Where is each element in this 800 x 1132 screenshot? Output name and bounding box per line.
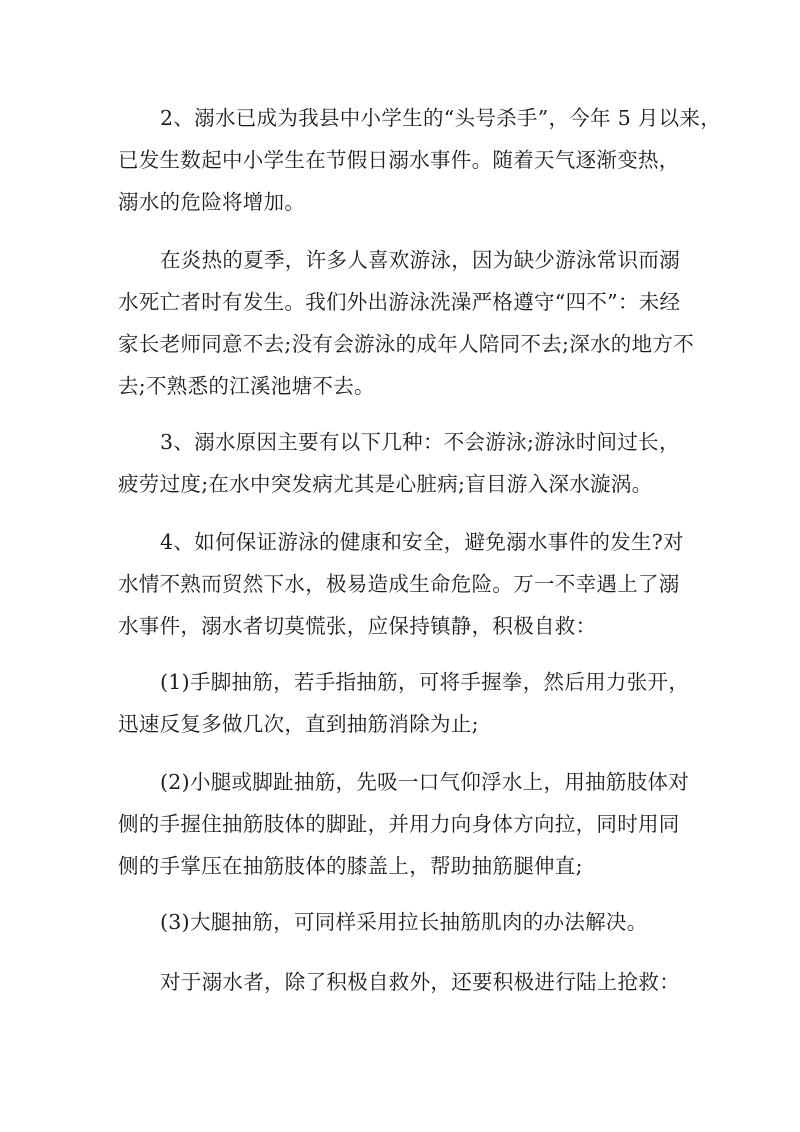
text-line: 3、溺水原因主要有以下几种：不会游泳;游泳时间过长，	[160, 430, 680, 454]
text-line: 溺水的危险将增加。	[118, 190, 306, 214]
text-line: 水事件，溺水者切莫慌张，应保持镇静，积极自救：	[118, 614, 597, 638]
text-line: 4、如何保证游泳的健康和安全，避免溺水事件的发生?对	[160, 530, 684, 554]
text-line: 水情不熟而贸然下水，极易造成生命危险。万一不幸遇上了溺	[118, 572, 680, 596]
text-line: 水死亡者时有发生。我们外出游泳洗澡严格遵守“四不”：未经	[118, 290, 681, 314]
text-line: 去;不熟悉的江溪池塘不去。	[118, 374, 375, 398]
text-line: (2)小腿或脚趾抽筋，先吸一口气仰浮水上，用抽筋肢体对	[160, 770, 690, 794]
text-line: 2、溺水已成为我县中小学生的“头号杀手”，今年 5 月以来，	[160, 106, 722, 130]
text-line: 在炎热的夏季，许多人喜欢游泳，因为缺少游泳常识而溺	[160, 248, 680, 272]
text-line: 已发生数起中小学生在节假日溺水事件。随着天气逐渐变热，	[118, 148, 680, 172]
text-line: 疲劳过度;在水中突发病尤其是心脏病;盲目游入深水漩涡。	[118, 472, 653, 496]
text-line: 迅速反复多做几次，直到抽筋消除为止;	[118, 712, 479, 736]
text-line: 家长老师同意不去;没有会游泳的成年人陪同不去;深水的地方不	[118, 332, 695, 356]
text-line: (1)手脚抽筋，若手指抽筋，可将手握拳，然后用力张开，	[160, 670, 690, 694]
text-line: 侧的手掌压在抽筋肢体的膝盖上，帮助抽筋腿伸直;	[118, 854, 583, 878]
text-line: (3)大腿抽筋，可同样采用拉长抽筋肌肉的办法解决。	[160, 910, 648, 934]
text-line: 对于溺水者，除了积极自救外，还要积极进行陆上抢救：	[160, 970, 680, 994]
text-line: 侧的手握住抽筋肢体的脚趾，并用力向身体方向拉，同时用同	[118, 812, 680, 836]
